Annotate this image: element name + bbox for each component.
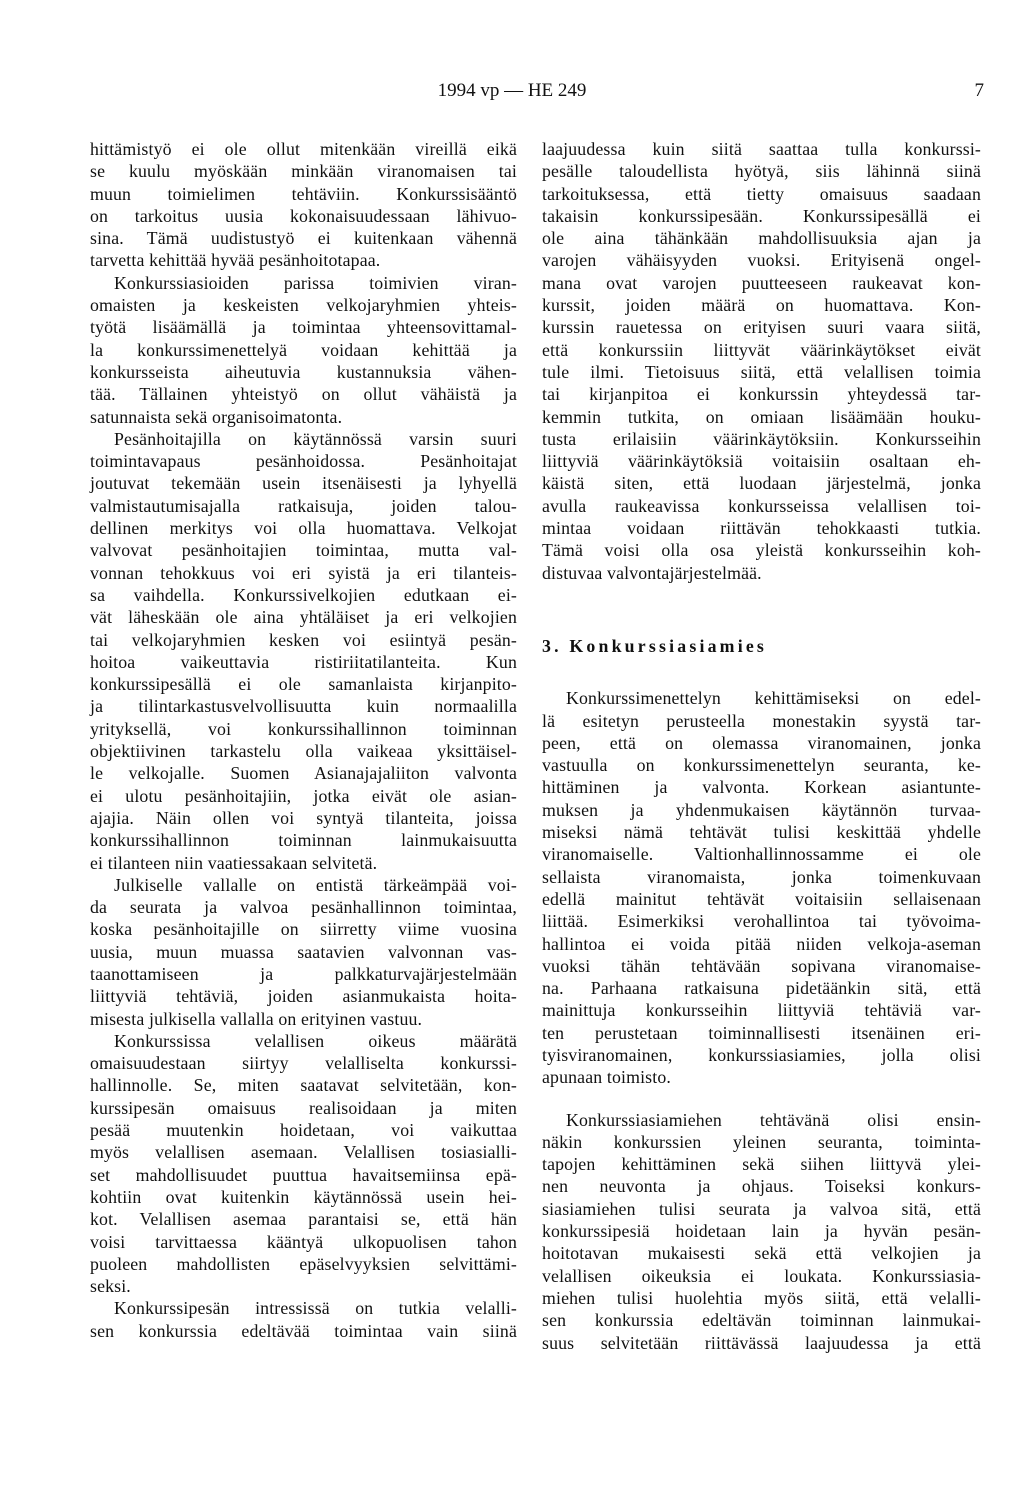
text-line: ajajia. Näin ollen voi syntyä tilanteita, joissa (90, 807, 517, 828)
page-number: 7 (974, 80, 984, 101)
text-line: konkurssihallinnon toiminnan lainmukaisuutta (90, 830, 517, 851)
text-line: Konkurssiasioiden parissa toimivien viran- (114, 272, 517, 293)
text-line: pesälle taloudellista hyötyä, siis lähinnä siinä (542, 161, 981, 182)
text-line: taanottamiseen ja palkkaturvajärjestelmään (90, 963, 517, 984)
right-paragraph-block-1 (542, 138, 981, 584)
text-line: vastuulla on konkurssimenettelyn seuranta, ke- (542, 755, 981, 776)
text-line: sen konkurssia edeltävän toiminnan lainmukai- (542, 1310, 981, 1331)
text-line: muun toimielimen tehtäviin. Konkurssisääntö (90, 183, 517, 204)
text-line: peen, että on olemassa viranomainen, jonka (542, 732, 981, 753)
text-line: valmistautumisajalla ratkaisuja, joiden talou- (90, 495, 517, 516)
text-line: näkin konkurssien yleinen seuranta, toiminta- (542, 1131, 981, 1152)
text-line: että konkurssiin liittyvät väärinkäytökset eivät (542, 339, 981, 360)
text-line: Tämä voisi olla osa yleistä konkursseihin koh- (542, 540, 981, 561)
text-line: hittäminen ja valvonta. Korkean asiantunte- (542, 777, 981, 798)
text-line: varojen vähäisyyden vuoksi. Erityisenä ongel- (542, 250, 981, 271)
text-line: takaisin konkurssipesään. Konkurssipesällä ei (542, 205, 981, 226)
text-line: liittyviä väärinkäytöksiä voitaisiin osaltaan eh- (542, 451, 981, 472)
text-line: muksen ja yhdenmukaisen käytännön turvaa- (542, 799, 981, 820)
text-line: miehen tulisi huolehtia myös siitä, että velalli- (542, 1287, 981, 1308)
text-line: mana ovat varojen puutteeseen raukeavat kon- (542, 272, 981, 293)
running-title: 1994 vp — HE 249 (437, 80, 587, 101)
text-line: seksi. (90, 1276, 131, 1297)
right-paragraph-block-2 (542, 687, 981, 1088)
text-line: hallintoa ei voida pitää niiden velkoja-aseman (542, 933, 981, 954)
text-line: yrityksellä, voi konkurssihallinnon toiminnan (90, 718, 517, 739)
text-line: omaisuudestaan siirtyy velalliselta konkurssi- (90, 1053, 517, 1074)
text-line: set mahdollisuudet puuttua havaitsemiinsa epä- (90, 1164, 517, 1185)
text-line: tapojen kehittäminen sekä siihen liittyvä ylei- (542, 1154, 981, 1175)
text-line: hittämistyö ei ole ollut mitenkään vireillä eikä (90, 139, 517, 159)
text-line: tarkoituksessa, että tietty omaisuus saadaan (542, 183, 981, 204)
text-line: kurssin rauetessa on erityisen suuri vaara siitä, (542, 317, 981, 338)
text-line: viranomaiselle. Valtionhallinnossamme ei ole (542, 844, 981, 865)
text-line: vuoksi tähän tehtävään sopivana viranomaise- (542, 955, 981, 976)
text-line: liittyviä tehtäviä, joiden asianmukaista hoita- (90, 986, 517, 1007)
text-line: koska pesänhoitajille on siirretty viime vuosina (90, 919, 517, 940)
text-line: liittää. Esimerkiksi verohallintoa tai työvoima- (542, 911, 981, 932)
text-line: ole aina tähänkään mahdollisuuksia ajan ja (542, 228, 981, 249)
right-paragraph-block-3 (542, 1109, 981, 1354)
text-line: da seurata ja valvoa pesänhallinnon toimintaa, (90, 897, 517, 918)
text-line: voisi tarvittaessa kääntyä ulkopuolisen tahon (90, 1231, 517, 1252)
text-line: Konkurssimenettelyn kehittämiseksi on edel- (566, 688, 981, 709)
text-line: on tarkoitus uusia kokonaisuudessaan lähivuo- (90, 205, 517, 226)
text-line: tarvetta kehittää hyvää pesänhoitotapaa. (90, 250, 381, 271)
text-line: Konkurssissa velallisen oikeus määrätä (114, 1030, 517, 1051)
text-line: laajuudessa kuin siitä saattaa tulla konkurssi- (542, 139, 981, 159)
text-line: la konkurssimenettelyä voidaan kehittää ja (90, 339, 517, 360)
text-line: se kuulu myöskään minkään viranomaisen tai (90, 161, 517, 182)
text-line: työtä lisäämällä ja toimintaa yhteensovittamal- (90, 317, 517, 338)
text-line: kemmin tutkita, on omiaan lisäämään houku- (542, 406, 981, 427)
text-line: omaisten ja keskeisten velkojaryhmien yhteis- (90, 295, 517, 316)
text-line: myös velallisen asemaan. Velallisen tosiasialli- (90, 1142, 517, 1163)
text-line: konkurssipesiä hoidetaan lain ja hyvän pesän- (542, 1221, 981, 1242)
text-line: miseksi nämä tehtävät tulisi keskittää yhdelle (542, 822, 981, 843)
text-line: käistä siten, että luodaan järjestelmä, jonka (542, 473, 981, 494)
text-line: joutuvat tekemään usein itsenäisesti ja lyhyellä (90, 473, 517, 494)
text-line: vonnan tehokkuus voi eri syistä ja eri tilanteis- (90, 562, 517, 583)
text-line: velallisen oikeuksia ei loukata. Konkurssiasia- (542, 1265, 981, 1286)
text-line: tai kirjanpitoa ei konkurssin yhteydessä tar- (542, 384, 981, 405)
text-line: objektiivinen tarkastelu olla vaikeaa yksittäisel- (90, 741, 517, 762)
text-line: valvovat pesänhoitajien toimintaa, mutta val- (90, 540, 517, 561)
text-line: kohtiin ovat kuitenkin käytännössä usein hei- (90, 1186, 517, 1207)
text-line: sina. Tämä uudistustyö ei kuitenkaan vähennä (90, 228, 517, 249)
text-line: kurssit, joiden määrä on huomattava. Kon- (542, 295, 981, 316)
text-line: Konkurssiasiamiehen tehtävänä olisi ensin- (566, 1109, 981, 1130)
text-line: kot. Velallisen asemaa parantaisi se, että hän (90, 1209, 517, 1230)
text-line: Konkurssipesän intressissä on tutkia velalli- (114, 1298, 517, 1319)
text-line: toimintavapaus pesänhoidossa. Pesänhoitajat (90, 451, 517, 472)
text-line: sa vaihdella. Konkurssivelkojien edutkaan ei- (90, 584, 517, 605)
text-line: tule ilmi. Tietoisuus siitä, että velallisen toimia (542, 361, 981, 382)
text-line: mainittuja konkursseihin liittyviä tehtäviä var- (542, 1000, 981, 1021)
text-line: sellaista viranomaista, jonka toimenkuvaan (542, 866, 981, 887)
text-line: ei tilanteen niin vaatiessakaan selvitetä. (90, 852, 378, 873)
text-line: hoitotavan mukaisesti sekä että velkojien ja (542, 1243, 981, 1264)
text-line: Pesänhoitajilla on käytännössä varsin suuri (114, 428, 517, 449)
right-column (542, 138, 981, 1354)
text-line: siasiamiehen tulisi seurata ja valvoa sitä, että (542, 1198, 981, 1219)
text-line: konkurssipesällä ei ole samanlaista kirjanpito- (90, 674, 517, 695)
text-line: ten perustetaan toiminnallisesti itsenäinen eri- (542, 1022, 981, 1043)
text-line: tyisviranomainen, konkurssiasiamies, jolla olisi (542, 1044, 981, 1065)
text-line: edellä mainitut tehtävät voitaisiin sellaisenaan (542, 888, 981, 909)
text-line: ei ulotu pesänhoitajiin, jotka eivät ole asian- (90, 785, 517, 806)
text-line: Julkiselle vallalle on entistä tärkeämpää voi- (114, 874, 517, 895)
text-line: le velkojalle. Suomen Asianajajaliiton valvonta (90, 763, 517, 784)
text-line: kurssipesän omaisuus realisoidaan ja miten (90, 1097, 517, 1118)
text-line: mintaa voidaan riittävän tehokkaasti tutkia. (542, 518, 981, 539)
text-line: puoleen mahdollisten epäselvyyksien selvittämi- (90, 1253, 517, 1274)
text-line: uusia, muun muassa saatavien valvonnan vas- (90, 941, 517, 962)
section-heading: 3. Konkurssiasiamies (542, 635, 768, 656)
text-line: ja tilintarkastusvelvollisuutta kuin normaalilla (90, 696, 517, 717)
left-column (90, 138, 517, 1342)
text-line: nen neuvonta ja ohjaus. Toiseksi konkurs- (542, 1176, 981, 1197)
text-line: pesää muutenkin hoidetaan, voi vaikuttaa (90, 1120, 517, 1141)
text-line: sen konkurssia edeltävää toimintaa vain siinä (90, 1320, 517, 1341)
text-line: satunnaista sekä organisoimatonta. (90, 406, 343, 427)
text-line: misesta julkisella vallalla on erityinen vastuu. (90, 1008, 423, 1029)
text-line: hoitoa vaikeuttavia ristiriitatilanteita. Kun (90, 651, 517, 672)
text-line: avulla raukeavissa konkursseissa velallisen toi- (542, 495, 981, 516)
text-line: lä esitetyn perusteella monestakin syystä tar- (542, 710, 981, 731)
text-line: distuvaa valvontajärjestelmää. (542, 562, 762, 583)
text-line: konkursseista aiheutuvia kustannuksia vähen- (90, 361, 517, 382)
text-line: tai velkojaryhmien kesken voi esiintyä pesän- (90, 629, 517, 650)
text-line: tusta erilaisiin väärinkäytöksiin. Konkursseihin (542, 428, 981, 449)
text-line: na. Parhaana ratkaisuna pidetäänkin sitä, että (542, 978, 981, 999)
page-header (0, 78, 1024, 104)
text-line: apunaan toimisto. (542, 1067, 671, 1088)
text-line: vät läheskään ole aina yhtäläiset ja eri velkojien (90, 607, 517, 628)
text-line: tää. Tällainen yhteistyö on ollut vähäistä ja (90, 384, 517, 405)
text-line: hallinnolle. Se, miten saatavat selvitetään, kon- (90, 1075, 517, 1096)
text-line: suus selvitetään riittävässä laajuudessa ja että (542, 1332, 981, 1353)
text-line: dellinen merkitys voi olla huomattava. Velkojat (90, 518, 517, 539)
